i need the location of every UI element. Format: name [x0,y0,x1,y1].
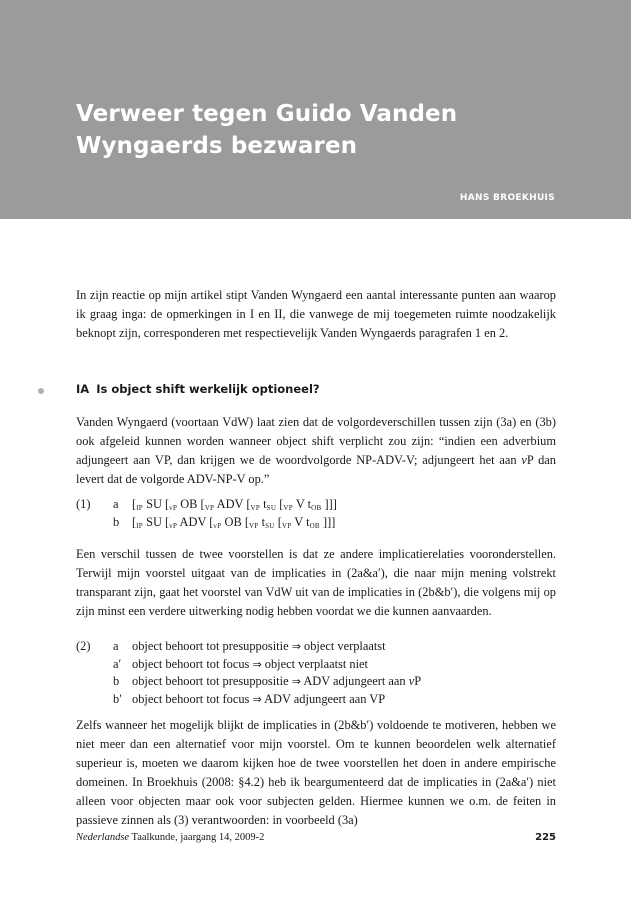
example-letter: a [113,497,119,511]
page-number: 225 [535,832,556,843]
label-subscript: vP [169,522,178,530]
italic-v: v [408,674,415,688]
section-heading [76,382,320,396]
conclusion-tail: P [414,674,422,688]
label-subscript: vP [169,504,178,512]
conclusion: ADV adjungeert aan VP [264,691,386,706]
paragraph-4-block [76,716,556,830]
implication [132,690,556,708]
example-letter: b′ [113,691,122,706]
bracket-structure: [$_{IP}$ SU [$_{vP}$ OB [$_{VP}$ ADV [$_{VP}$ $t_{SU}$ [$_{VP}$ V $t_{OB}$ ]]] [132,497,337,512]
intro-paragraph: In zijn reactie op mijn artikel stipt Vanden Wyngaerd een aantal interessante punten aan waarop ik graag inga: de opmerkingen in I en II, die vanwege de mij toegemeten ruimte noodzakelijk beknopt zijn, corresponderen met respectievelijk Vanden Wyngaerds paragrafen 1 en 2. [76,288,556,340]
example-1-row-b [76,513,556,531]
example-number: (2) [76,639,91,653]
label-subscript: VP [283,504,293,512]
implies-arrow-icon: ⇒ [252,657,262,671]
journal-citation [76,832,264,843]
paragraph-2-block [76,413,556,489]
premise: object behoort tot presuppositie [132,639,289,653]
paragraph-4: Zelfs wanneer het mogelijk blijkt de implicaties in (2b&b′) voldoende te motiveren, hebben we niet meer dan een alternatief voor mijn voorstel. Om te kunnen beoordelen welk alternatief superieur is, moeten we daarom kijken hoe de twee voorstellen het doen in andere empirische domeinen. In Broekhuis (2008: §4.2) heb ik beargumenteerd dat de implicaties in (2a&a′) niet alleen voor objecten maar ook voor subjecten gelden. Hiermee kunnen we o.m. de feiten in passieve zinnen als (3) verantwoorden: in voorbeeld (3a) [76,718,556,827]
paragraph-3: Een verschil tussen de twee voorstellen is dat ze andere implicatierelaties vooronderstellen. Terwijl mijn voorstel uitgaat van de implicaties in (2a&a′), die naar mijn mening volstrekt transparant zijn, gaat het voorstel van VdW uit van de implicaties in (2b&b′), die volgens mij op zijn minst een verdere uitwerking nodig hebben voordat we die kunnen aanvaarden. [76,547,556,618]
example-1 [76,495,556,531]
label-subscript: IP [136,504,143,512]
example-letter: a [113,639,119,653]
conclusion: object verplaatst niet [264,656,368,671]
example-letter: b [113,674,120,688]
intro-paragraph-block [76,286,556,343]
label-subscript: OB [311,504,322,512]
implies-arrow-icon: ⇒ [252,692,262,706]
implication [132,672,556,690]
implication [132,637,556,655]
label-subscript: vP [213,522,222,530]
conclusion: object verplaatst [304,639,386,653]
implies-arrow-icon: ⇒ [291,675,301,688]
header-band [0,0,631,219]
premise: object behoort tot focus [132,656,250,671]
journal-name-italic: Nederlandse [76,832,130,843]
label-subscript: VP [204,504,215,512]
example-letter: a′ [113,656,122,671]
premise: object behoort tot presuppositie [132,674,289,688]
journal-issue: Taalkunde, jaargang 14, 2009-2 [129,832,265,843]
premise: object behoort tot focus [132,691,250,706]
section-title: Is object shift werkelijk optioneel? [96,382,320,396]
example-2-row [76,690,556,708]
implies-arrow-icon: ⇒ [291,640,301,653]
example-2-row [76,672,556,690]
conclusion: ADV adjungeert aan [303,674,409,688]
example-2 [76,637,556,707]
paragraph-2-text: Vanden Wyngaerd (voortaan VdW) laat zien dat de volgordeverschillen tussen zijn (3a) en (3b) ook afgeleid kunnen worden wanneer object shift verplicht zou zijn: “indien een adverbium adjungeert aan VP, dan krijgen we de woordvolgorde NP-ADV-V; adjungeert het aan [76,415,556,467]
label-subscript: OB [309,522,320,530]
paragraph-3-block [76,545,556,621]
author-name: HANS BROEKHUIS [459,193,555,203]
example-letter: b [113,515,120,529]
label-subscript: VP [281,522,292,530]
section-bullet-icon [38,388,44,394]
section-number: IA [76,382,90,396]
label-subscript: SU [265,522,275,530]
label-subscript: IP [136,522,143,530]
example-number: (1) [76,497,91,511]
label-subscript: VP [248,522,259,530]
label-subscript: VP [250,504,261,512]
article-title: Verweer tegen Guido Vanden Wyngaerds bezwaren [76,101,458,159]
page-footer [76,832,556,843]
paragraph-2-text-end: P dan levert dat de volgorde ADV-NP-V op.” [76,453,556,486]
implication [132,655,556,673]
example-2-row [76,637,556,655]
example-2-row [76,655,556,673]
example-1-row-a [76,495,556,513]
paragraph-2 [76,413,556,489]
bracket-structure: [$_{IP}$ SU [$_{vP}$ ADV [$_{vP}$ OB [$_{VP}$ $t_{SU}$ [$_{VP}$ V $t_{OB}$ ]]] [132,515,336,530]
italic-v: v [521,453,527,467]
label-subscript: SU [266,504,277,512]
